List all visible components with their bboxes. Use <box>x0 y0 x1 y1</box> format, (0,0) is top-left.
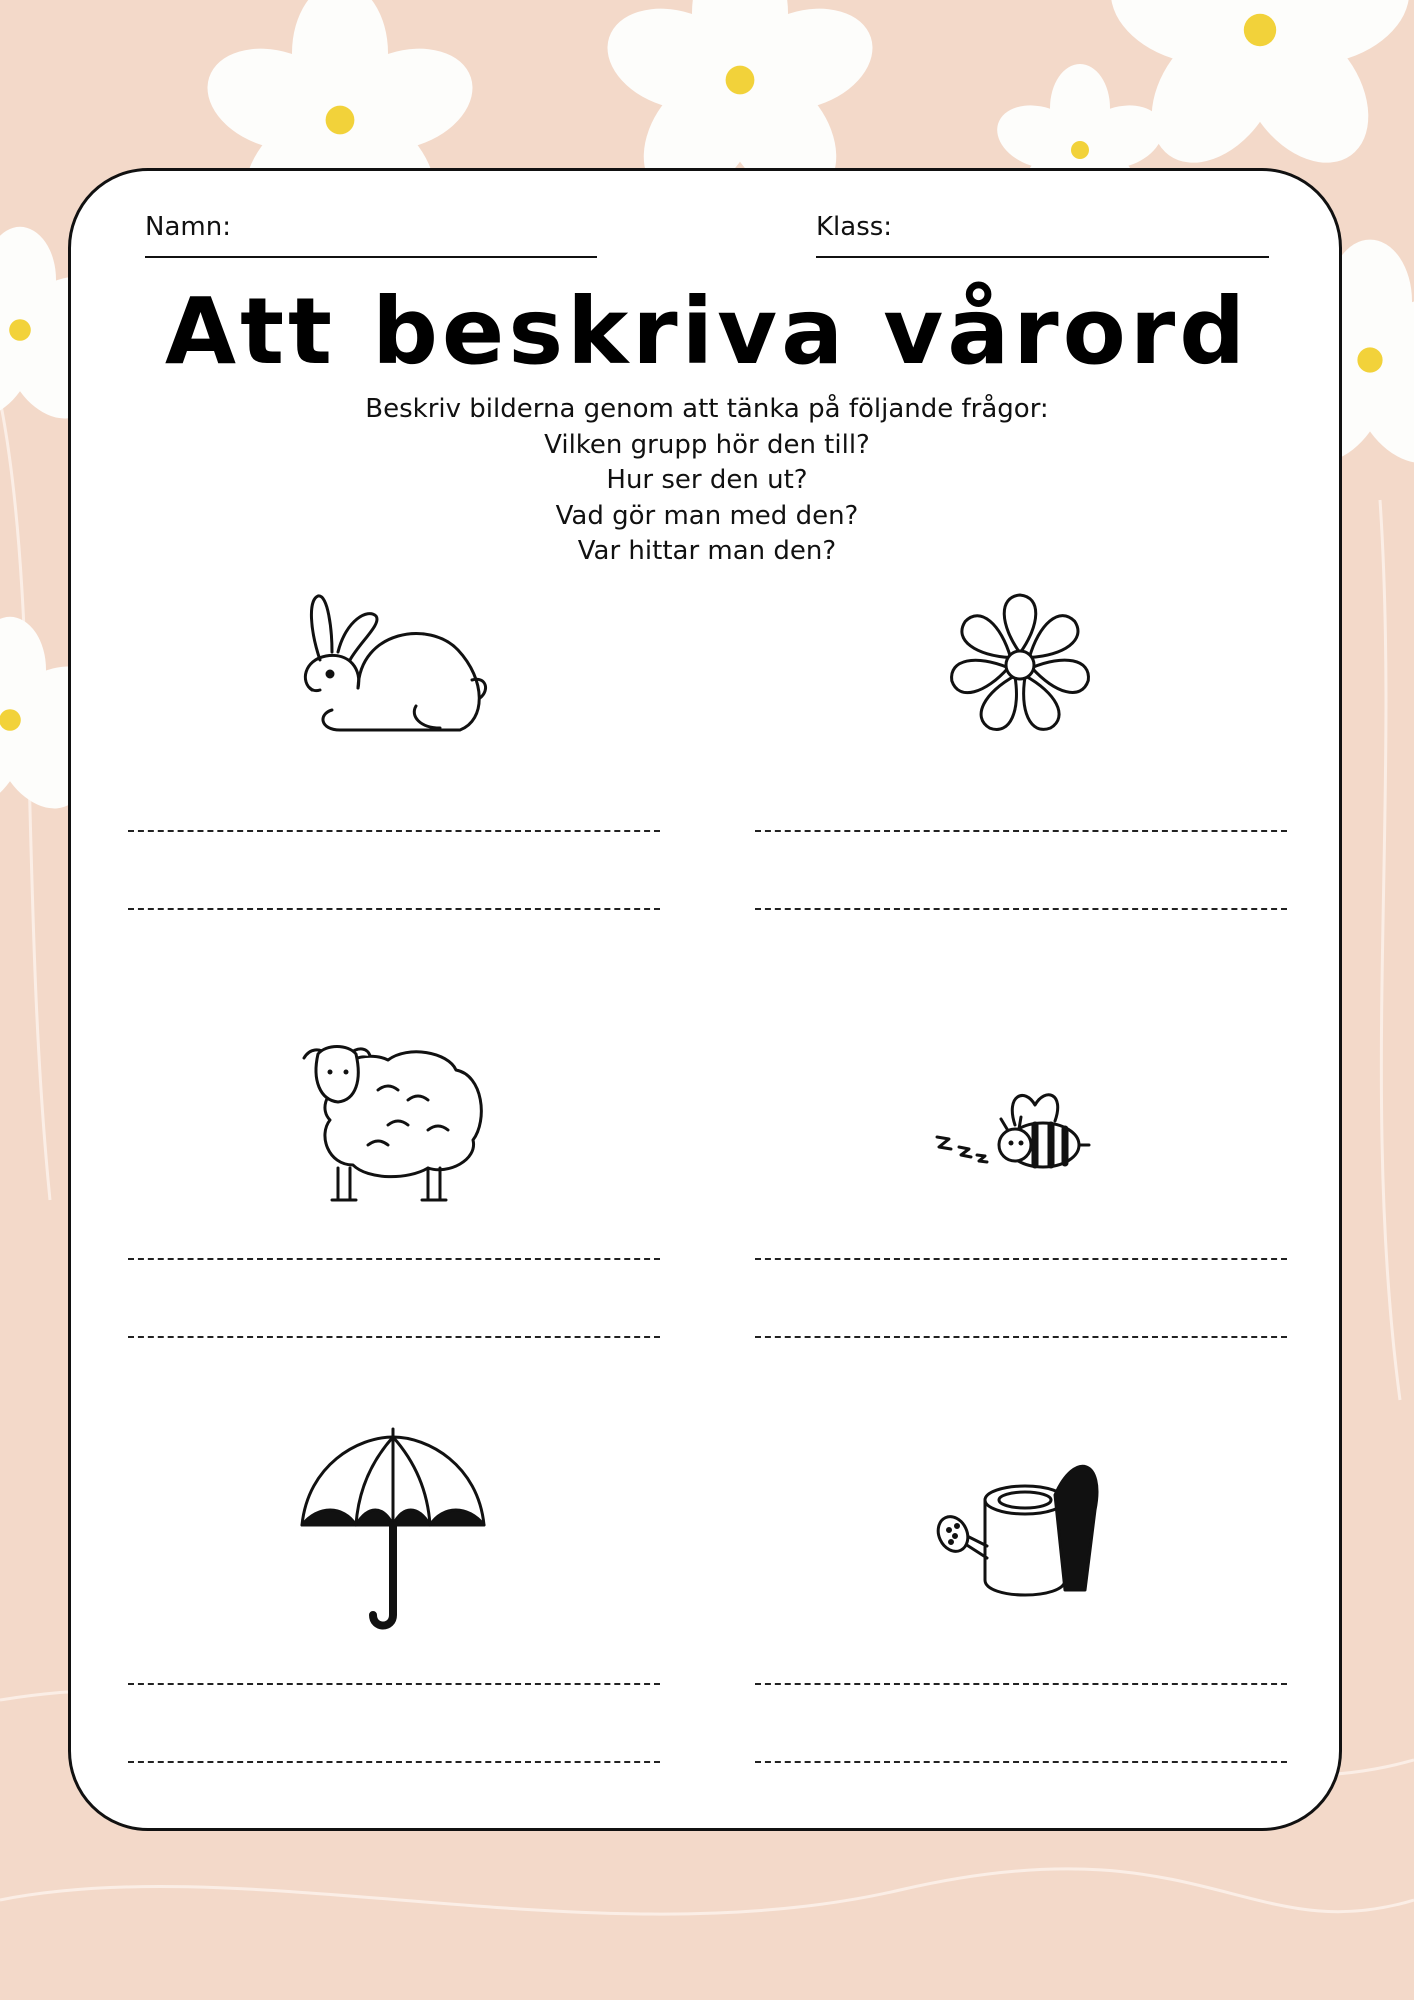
answer-line-sheep-1[interactable] <box>128 1258 660 1260</box>
watering-can-icon <box>935 1450 1105 1610</box>
instruction-line: Vilken grupp hör den till? <box>544 429 870 460</box>
name-label: Namn: <box>145 212 231 242</box>
answer-line-rabbit-2[interactable] <box>128 908 660 910</box>
instruction-line: Hur ser den ut? <box>606 465 808 495</box>
answer-line-umbrella-1[interactable] <box>128 1683 660 1685</box>
name-field[interactable] <box>145 256 597 258</box>
instruction-line: Beskriv bilderna genom att tänka på följande frågor: <box>365 394 1049 424</box>
answer-line-flower-1[interactable] <box>755 830 1287 832</box>
answer-line-flower-2[interactable] <box>755 908 1287 910</box>
umbrella-icon <box>298 1425 488 1635</box>
answer-line-watering-can-2[interactable] <box>755 1761 1287 1763</box>
instruction-line: Var hittar man den? <box>577 536 837 566</box>
instructions <box>0 392 1414 570</box>
page-title: Att beskriva vårord <box>164 278 1250 385</box>
answer-line-bee-1[interactable] <box>755 1258 1287 1260</box>
instruction-line: Vad gör man med den? <box>555 500 859 531</box>
class-label: Klass: <box>816 212 893 242</box>
answer-line-bee-2[interactable] <box>755 1336 1287 1338</box>
answer-line-sheep-2[interactable] <box>128 1336 660 1338</box>
flower-icon <box>940 590 1100 740</box>
sheep-icon <box>298 1030 488 1205</box>
answer-line-umbrella-2[interactable] <box>128 1761 660 1763</box>
rabbit-icon <box>290 590 500 740</box>
bee-icon <box>935 1085 1095 1175</box>
class-field[interactable] <box>816 256 1269 258</box>
answer-line-watering-can-1[interactable] <box>755 1683 1287 1685</box>
answer-line-rabbit-1[interactable] <box>128 830 660 832</box>
